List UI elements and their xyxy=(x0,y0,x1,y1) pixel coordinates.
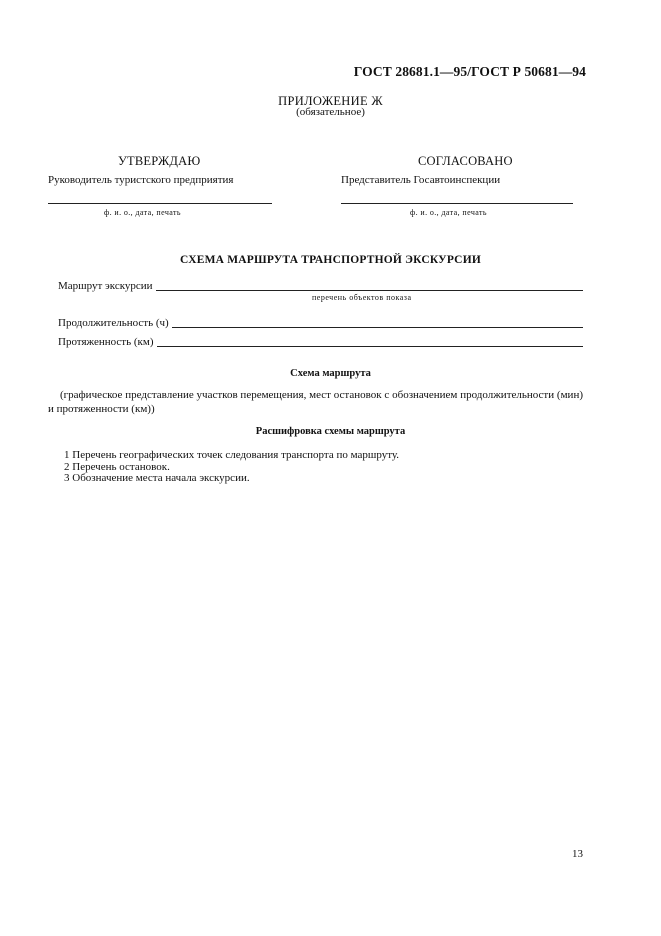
duration-field-label: Продолжительность (ч) xyxy=(58,317,169,329)
decoding-list xyxy=(64,450,564,485)
approve-person-label: Руководитель туристского предприятия xyxy=(48,174,234,186)
decoding-heading: Расшифровка схемы маршрута xyxy=(255,426,406,437)
route-scheme-description: (графическое представление участков перемещения, мест остановок с обозначением продолжительности (мин) и протяженности (км)) xyxy=(48,389,583,415)
list-item: 3 Обозначение места начала экскурсии. xyxy=(64,472,250,484)
scheme-title: СХЕМА МАРШРУТА ТРАНСПОРТНОЙ ЭКСКУРСИИ xyxy=(180,254,481,266)
document-standard-header: ГОСТ 28681.1—95/ГОСТ Р 50681—94 xyxy=(353,64,586,79)
appendix-title: ПРИЛОЖЕНИЕ Ж xyxy=(278,94,383,108)
agree-heading: СОГЛАСОВАНО xyxy=(418,154,513,168)
length-field-label: Протяженность (км) xyxy=(58,336,154,348)
route-field-caption: перечень объектов показа xyxy=(312,293,412,302)
approve-signature-line xyxy=(48,203,272,204)
page-number: 13 xyxy=(572,848,583,860)
list-item: 1 Перечень географических точек следования транспорта по маршруту. xyxy=(64,449,400,461)
approve-heading: УТВЕРЖДАЮ xyxy=(118,154,201,168)
appendix-status: (обязательное) xyxy=(296,106,365,118)
agree-signature-line xyxy=(341,203,573,204)
route-scheme-heading: Схема маршрута xyxy=(290,368,371,379)
duration-field-line xyxy=(172,315,583,328)
agree-signature-caption: ф. и. о., дата, печать xyxy=(410,208,487,217)
duration-field xyxy=(58,314,583,330)
approve-signature-caption: ф. и. о., дата, печать xyxy=(104,208,181,217)
route-field-line xyxy=(156,278,583,291)
route-field xyxy=(58,277,583,293)
agree-person-label: Представитель Госавтоинспекции xyxy=(341,174,501,186)
length-field-line xyxy=(157,334,584,347)
route-field-label: Маршрут экскурсии xyxy=(58,280,153,292)
length-field xyxy=(58,333,583,349)
list-item: 2 Перечень остановок. xyxy=(64,460,170,473)
